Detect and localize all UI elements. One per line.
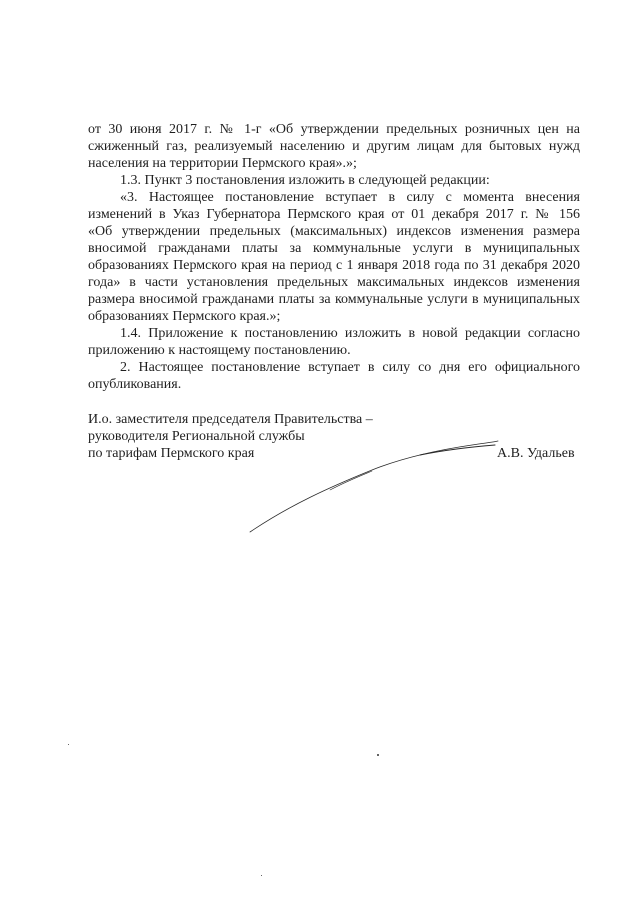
scan-speck <box>68 744 69 745</box>
body-line: изменений в Указ Губернатора Пермского края от 01 декабря 2017 г. № 156 <box>88 207 580 222</box>
signatory-position-line: И.о. заместителя председателя Правительства – <box>88 412 373 427</box>
body-line: года» в части установления предельных максимальных индексов изменения <box>88 275 580 290</box>
body-line: размера вносимой гражданами платы за коммунальные услуги в муниципальных <box>88 292 580 307</box>
body-line: населения на территории Пермского края».»; <box>88 156 357 171</box>
body-line: вносимой гражданами платы за коммунальные услуги в муниципальных <box>88 241 580 256</box>
body-line: 1.3. Пункт 3 постановления изложить в следующей редакции: <box>120 173 490 188</box>
signatory-position-line: руководителя Региональной службы <box>88 429 305 444</box>
scan-speck <box>261 875 262 876</box>
body-line: образованиях Пермского края.»; <box>88 309 281 324</box>
body-line: сжиженный газ, реализуемый населению и другим лицам для бытовых нужд <box>88 139 580 154</box>
body-line: приложению к настоящему постановлению. <box>88 343 351 358</box>
body-line: «Об утверждении предельных (максимальных) индексов изменения размера <box>88 224 580 239</box>
body-line: опубликования. <box>88 377 182 392</box>
body-line: образованиях Пермского края на период с 1 января 2018 года по 31 декабря 2020 <box>88 258 580 273</box>
body-line: 1.4. Приложение к постановлению изложить в новой редакции согласно <box>120 326 580 341</box>
body-line: 2. Настоящее постановление вступает в силу со дня его официального <box>120 360 580 375</box>
signatory-name: А.В. Удальев <box>497 446 575 461</box>
body-line: «3. Настоящее постановление вступает в силу с момента внесения <box>120 190 580 205</box>
scan-speck <box>377 754 379 756</box>
signatory-position-line: по тарифам Пермского края <box>88 446 255 461</box>
body-line: от 30 июня 2017 г. № 1-г «Об утверждении предельных розничных цен на <box>88 122 580 137</box>
